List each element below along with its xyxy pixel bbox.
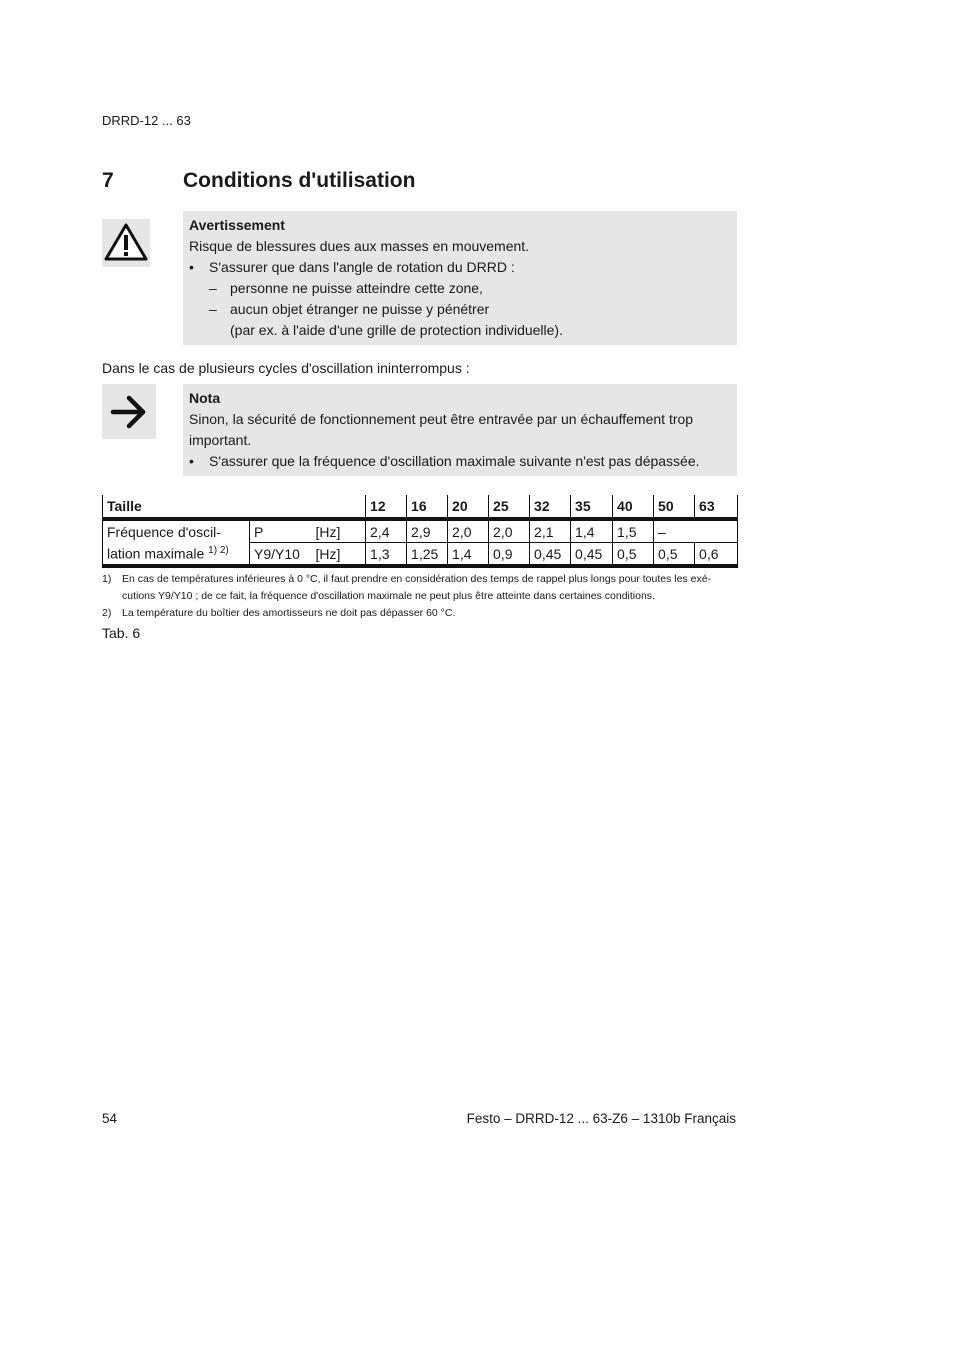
size-col: 35	[571, 495, 613, 519]
value-cell: 1,4	[448, 543, 489, 567]
value-cell: 0,9	[489, 543, 530, 567]
warning-triangle-icon	[102, 219, 150, 267]
value-cell: 0,5	[654, 543, 695, 567]
value-cell: 2,0	[489, 519, 530, 543]
arrow-right-icon	[105, 388, 153, 436]
value-cell: 2,9	[407, 519, 448, 543]
size-col: 20	[448, 495, 489, 519]
value-cell: –	[654, 519, 738, 543]
value-cell: 1,3	[366, 543, 407, 567]
frequency-table	[102, 495, 738, 568]
value-cell: 2,4	[366, 519, 407, 543]
section-number: 7	[102, 169, 114, 192]
table-row	[103, 543, 738, 567]
footnote-number: 2)	[102, 607, 112, 619]
size-col: 40	[613, 495, 654, 519]
warning-dash-1-text: personne ne puisse atteindre cette zone,	[230, 280, 483, 296]
table-caption: Tab. 6	[102, 625, 141, 641]
bullet-mark: •	[189, 259, 194, 275]
variant: P	[250, 519, 312, 543]
variant: Y9/Y10	[250, 543, 312, 567]
note-text-2: important.	[189, 432, 252, 448]
dash-mark: –	[209, 280, 217, 296]
note-bullet	[189, 451, 731, 472]
row-label-2-text: lation maximale	[107, 545, 205, 562]
note-heading: Nota	[189, 390, 221, 406]
note-box	[183, 384, 737, 476]
footnote-text-cont: cutions Y9/Y10 ; de ce fait, la fréquence d'oscillation maximale ne peut plus être atteinte dans certaines conditions.	[122, 590, 655, 602]
dash-mark: –	[209, 301, 217, 317]
row-label-2	[103, 543, 250, 567]
page-number: 54	[102, 1111, 118, 1126]
value-cell: 1,4	[571, 519, 613, 543]
warning-bullet	[189, 257, 731, 278]
doc-id-header: DRRD-12 ... 63	[102, 113, 191, 128]
note-text-1: Sinon, la sécurité de fonctionnement peut être entravée par un échauffement trop	[189, 411, 694, 427]
section-title: Conditions d'utilisation	[183, 169, 416, 192]
size-col: 63	[695, 495, 738, 519]
unit: [Hz]	[312, 519, 366, 543]
warning-dash-1	[189, 278, 731, 299]
footnote-number: 1)	[102, 573, 112, 585]
warning-icon-box	[102, 219, 150, 267]
page-footer: Festo – DRRD-12 ... 63-Z6 – 1310b Français	[466, 1111, 736, 1126]
intro-paragraph: Dans le cas de plusieurs cycles d'oscillation ininterrompus :	[102, 360, 470, 376]
warning-heading: Avertissement	[189, 217, 285, 233]
value-cell: 0,6	[695, 543, 738, 567]
size-col: 25	[489, 495, 530, 519]
warning-dash-2-cont: (par ex. à l'aide d'une grille de protection individuelle).	[230, 322, 563, 338]
value-cell: 0,45	[571, 543, 613, 567]
value-cell: 2,0	[448, 519, 489, 543]
footnote-text: La température du boîtier des amortisseurs ne doit pas dépasser 60 °C.	[122, 607, 456, 619]
warning-box	[183, 211, 737, 345]
note-bullet-text: S'assurer que la fréquence d'oscillation maximale suivante n'est pas dépassée.	[209, 453, 700, 469]
warning-bullet-text: S'assurer que dans l'angle de rotation du DRRD :	[209, 259, 515, 275]
value-cell: 2,1	[530, 519, 571, 543]
value-cell: 1,25	[407, 543, 448, 567]
footnote-2	[102, 605, 742, 622]
size-col: 32	[530, 495, 571, 519]
warning-text: Risque de blessures dues aux masses en mouvement.	[189, 238, 530, 254]
size-col: 50	[654, 495, 695, 519]
row-label-1: Fréquence d'oscil-	[103, 519, 250, 543]
warning-dash-2	[189, 299, 731, 320]
bullet-mark: •	[189, 453, 194, 469]
warning-dash-2-text: aucun objet étranger ne puisse y pénétrer	[230, 301, 490, 317]
size-col: 16	[407, 495, 448, 519]
footnote-text: En cas de températures inférieures à 0 °C, il faut prendre en considération des temps de rappel plus longs pour toutes les exé-	[122, 573, 712, 585]
footnote-1	[102, 571, 742, 605]
table-row	[103, 519, 738, 543]
value-cell: 0,45	[530, 543, 571, 567]
size-col: 12	[366, 495, 407, 519]
value-cell: 0,5	[613, 543, 654, 567]
value-cell: 1,5	[613, 519, 654, 543]
size-header: Taille	[103, 495, 366, 519]
unit: [Hz]	[312, 543, 366, 567]
note-icon-box	[102, 384, 156, 439]
footnote-ref: 1) 2)	[208, 544, 229, 556]
table-header-row	[103, 495, 738, 519]
